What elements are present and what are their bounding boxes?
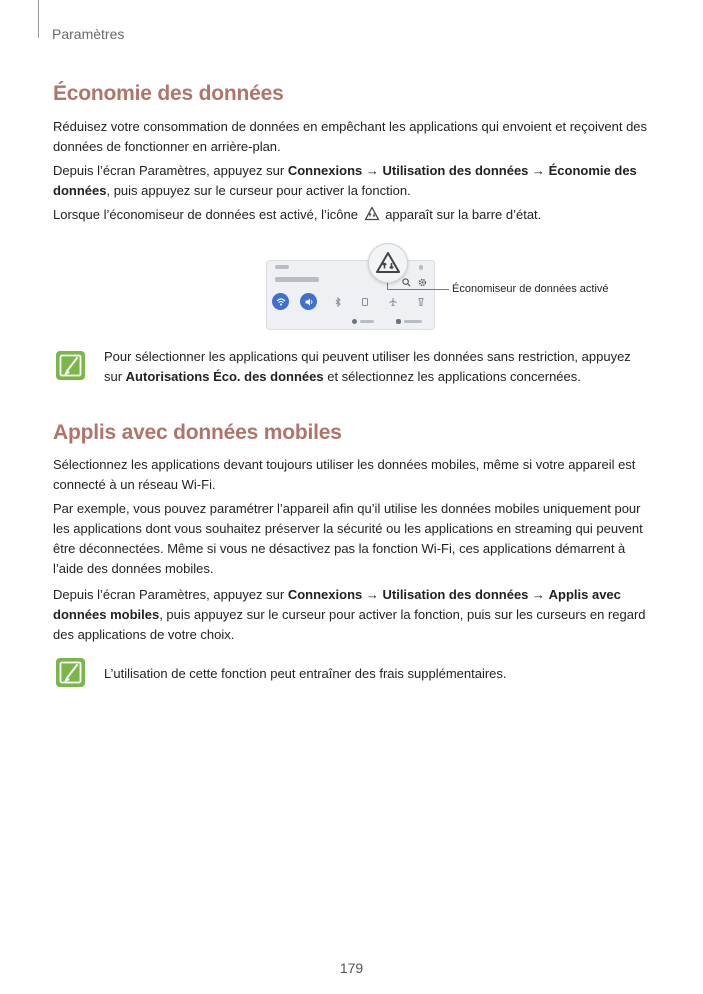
arrow: → — [362, 163, 383, 178]
date-text — [275, 277, 319, 282]
text: , puis appuyez sur le curseur pour activer la fonction, puis sur les curseurs en regard des applications de votre choix. — [53, 607, 646, 642]
paragraph-steps — [53, 585, 653, 645]
note-paragraph — [104, 347, 649, 387]
arrow: → — [362, 587, 383, 602]
running-header: Paramètres — [52, 26, 125, 42]
paragraph-intro: Réduisez votre consommation de données en empêchant les applications qui envoient et reçoivent des données de fonctionner en arrière-plan. — [53, 119, 648, 154]
text: et sélectionnez les applications concernées. — [323, 369, 581, 384]
note-icon — [55, 350, 86, 381]
battery-icon — [419, 265, 423, 270]
flashlight-icon — [412, 293, 429, 310]
page-number: 179 — [339, 960, 364, 976]
menu-data-saver: Économie des données — [53, 163, 637, 198]
paragraph-status-icon — [53, 205, 653, 225]
text: Depuis l’écran Paramètres, appuyez sur — [53, 587, 288, 602]
menu-mobile-data-apps: Applis avec données mobiles — [53, 587, 621, 622]
status-time — [275, 265, 289, 269]
sound-icon — [300, 293, 317, 310]
paragraph-intro: Sélectionnez les applications devant toujours utiliser les données mobiles, même si votre appareil est connecté à un réseau Wi-Fi. — [53, 457, 636, 492]
paragraph-example: Par exemple, vous pouvez paramétrer l’appareil afin qu’il utilise les données mobiles uniquement pour les applications dont vous souhaitez préserver la sécurité ou les applications en streaming qui peuvent être déconnectées. Même si vous ne désactivez pas la fonction Wi-Fi, ces applications démarrent à l’aide des données mobiles. — [53, 501, 643, 576]
text: , puis appuyez sur le curseur pour activer la fonction. — [106, 183, 411, 198]
note-paragraph: L’utilisation de cette fonction peut entraîner des frais supplémentaires. — [104, 666, 507, 681]
rotation-icon — [356, 293, 373, 310]
section-title-mobile-data-apps: Applis avec données mobiles — [53, 421, 342, 444]
data-saver-icon — [368, 243, 408, 283]
callout-label: Économiseur de données activé — [452, 283, 609, 295]
menu-data-usage: Utilisation des données — [382, 163, 529, 178]
menu-connexions: Connexions — [287, 587, 363, 602]
text: Lorsque l’économiseur de données est activé, l’icône — [53, 207, 362, 222]
text: Depuis l’écran Paramètres, appuyez sur — [53, 163, 288, 178]
bluetooth-icon — [329, 293, 346, 310]
text: Pour sélectionner les applications qui peuvent utiliser les données sans restriction, appuyez sur — [104, 349, 631, 384]
text: apparaît sur la barre d’état. — [381, 207, 542, 222]
arrow: → — [528, 587, 549, 602]
wifi-icon — [272, 293, 289, 310]
menu-permissions: Autorisations Éco. des données — [125, 369, 324, 384]
menu-connexions: Connexions — [287, 163, 363, 178]
note-icon — [55, 657, 86, 688]
power-icon — [352, 319, 357, 324]
callout-line — [387, 289, 449, 290]
airplane-icon — [384, 293, 401, 310]
quick-panel-illustration — [267, 261, 434, 329]
edit-label — [404, 320, 422, 323]
header-rule — [38, 0, 39, 38]
data-saver-icon — [364, 206, 380, 222]
edit-icon — [396, 319, 401, 324]
power-label — [360, 320, 374, 323]
arrow: → — [528, 163, 549, 178]
section-title-data-saver: Économie des données — [53, 82, 284, 105]
menu-data-usage: Utilisation des données — [382, 587, 529, 602]
paragraph-steps — [53, 161, 653, 201]
